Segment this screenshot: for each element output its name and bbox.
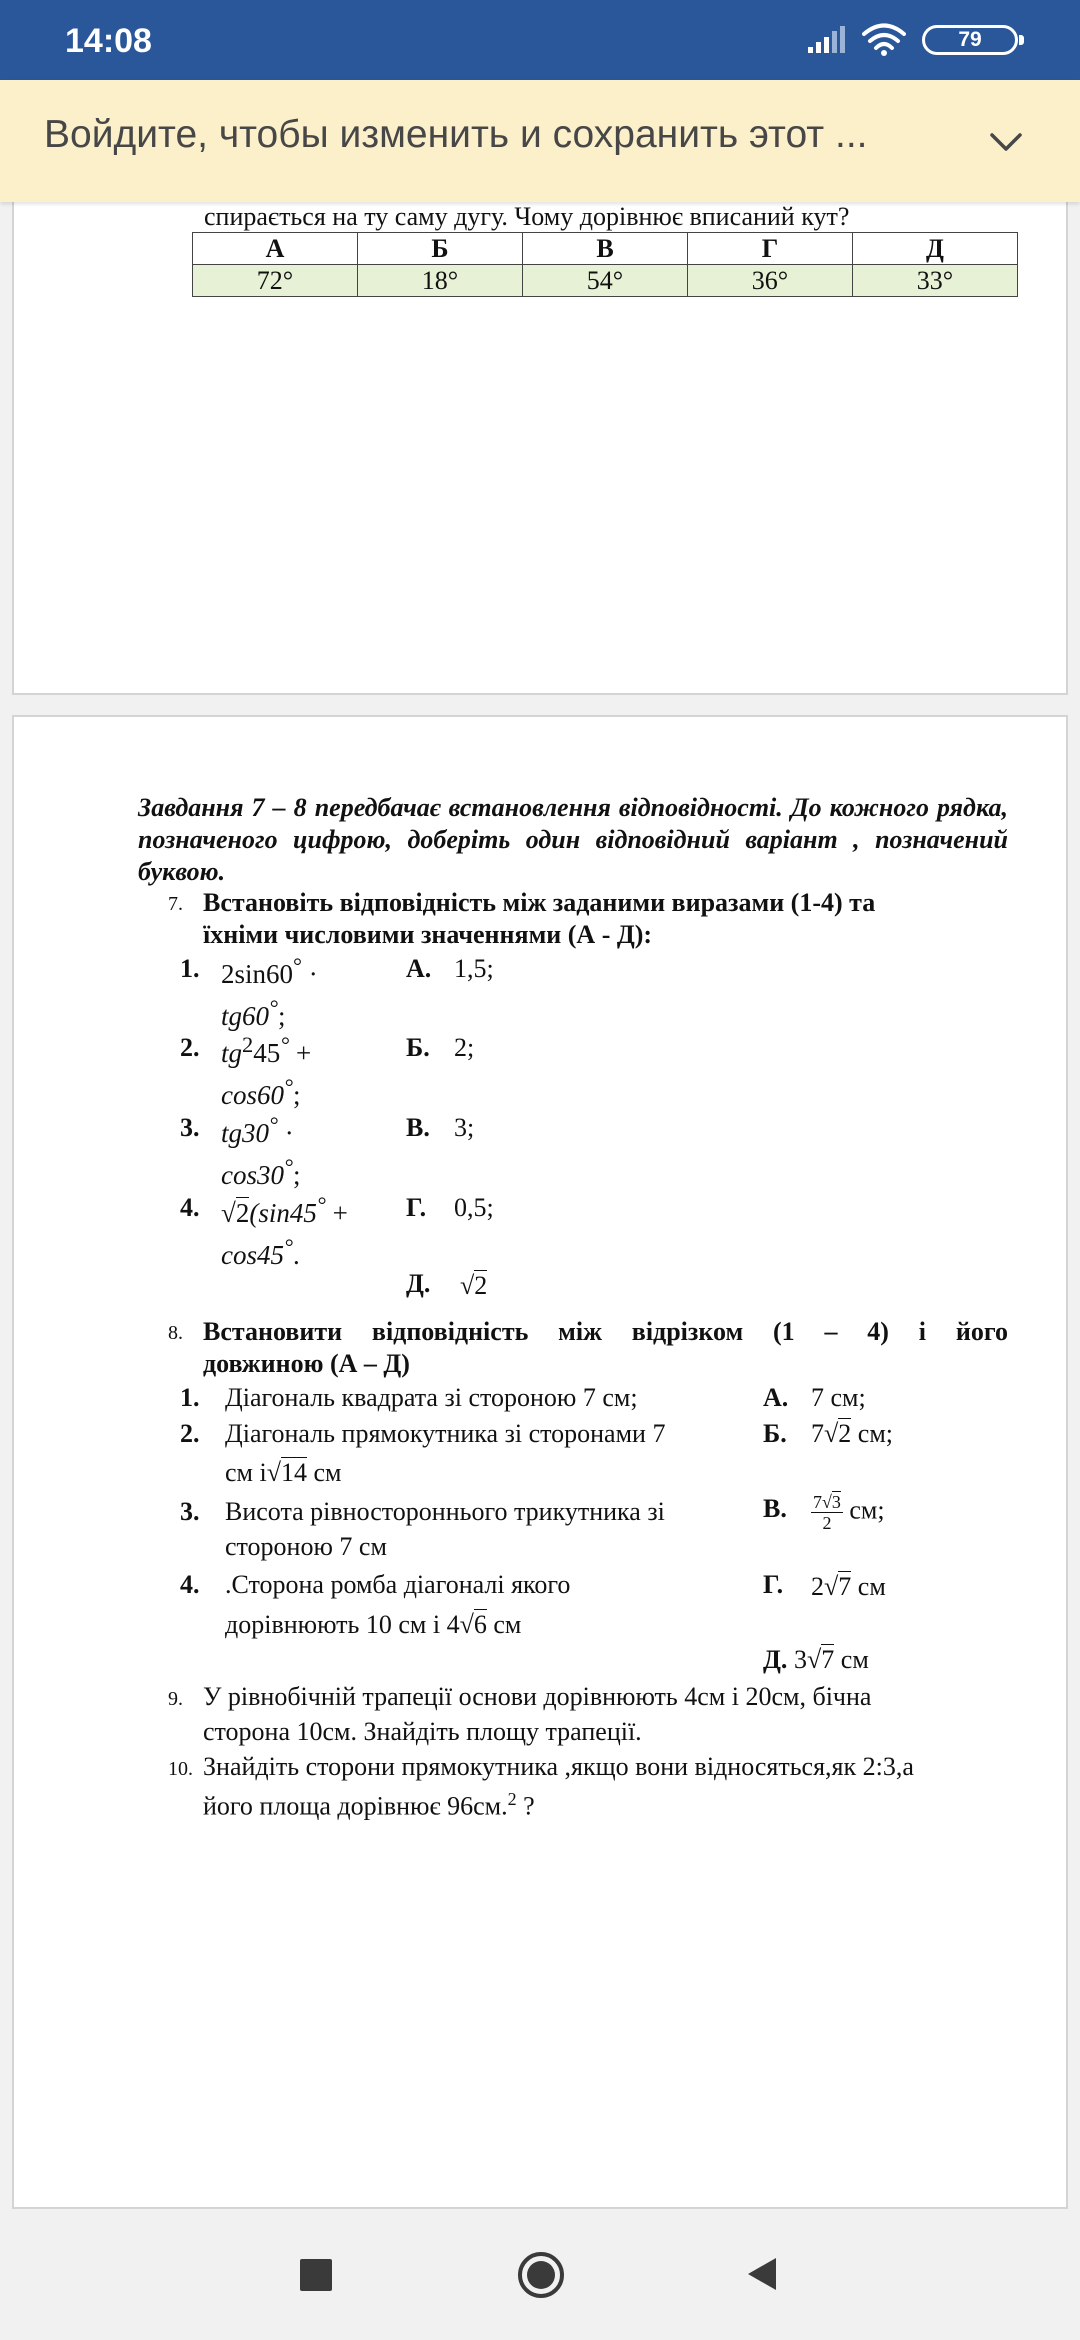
document-page-2 — [12, 715, 1068, 2209]
question-8-line-2: довжиною (А – Д) — [203, 1349, 410, 1378]
segment-3-line-1: Висота рівностороннього трикутника зі — [225, 1497, 665, 1526]
item-number: 3. — [180, 1113, 200, 1142]
expression-2-line-2: cos60°; — [221, 1074, 301, 1110]
navigation-bar — [0, 2214, 1080, 2340]
question-number: 10. — [168, 1758, 193, 1780]
question-10-line-2: його площа дорівнює 96см.$^2$ ? — [203, 1789, 535, 1821]
question-number: 7. — [168, 893, 183, 915]
question-7-line-1: Встановіть відповідність між заданими виразами (1-4) та — [203, 888, 876, 917]
item-number: 3. — [180, 1497, 200, 1526]
table-value-cell: 36° — [688, 265, 853, 297]
question-number: 8. — [168, 1322, 183, 1344]
status-icons — [806, 20, 1018, 60]
item-number: 4. — [180, 1570, 200, 1599]
status-time: 14:08 — [65, 22, 152, 60]
answer-value: 3; — [454, 1113, 475, 1142]
item-number: 2. — [180, 1419, 200, 1448]
answer-table-value-row — [193, 265, 1018, 297]
answer-letter: Б. — [763, 1419, 787, 1448]
recent-apps-icon[interactable] — [300, 2259, 332, 2291]
chevron-down-icon[interactable] — [984, 120, 1028, 164]
battery-level: 79 — [958, 28, 982, 51]
table-header-cell: В — [523, 233, 688, 265]
table-header-cell: А — [193, 233, 358, 265]
segment-2-line-2: см і√14 см — [225, 1458, 342, 1487]
answer-table-header-row — [193, 233, 1018, 265]
expression-3-line-2: cos30°; — [221, 1154, 301, 1190]
segment-2-line-1: Діагональ прямокутника зі сторонами 7 — [225, 1419, 666, 1448]
answer-letter: Г. — [763, 1570, 784, 1599]
answer-value: 2√7 см — [811, 1572, 886, 1601]
table-value-cell: 72° — [193, 265, 358, 297]
segment-3-line-2: стороною 7 см — [225, 1532, 387, 1561]
question-9-line-2: сторона 10см. Знайдіть площу трапеції. — [203, 1717, 642, 1746]
item-number: 1. — [180, 1383, 200, 1412]
answer-value: 3√7 см — [794, 1645, 869, 1674]
table-header-cell: Б — [358, 233, 523, 265]
document-page-1 — [12, 150, 1068, 695]
answer-letter: А. — [763, 1383, 789, 1412]
table-value-cell: 54° — [523, 265, 688, 297]
answer-letter: В. — [763, 1494, 787, 1523]
answer-letter: Б. — [406, 1033, 430, 1062]
table-header-cell: Д — [853, 233, 1018, 265]
answer-letter: В. — [406, 1113, 430, 1142]
answer-letter: Г. — [406, 1193, 427, 1222]
question-8-line-1: Встановити відповідність між відрізком (1 – 4) і його — [203, 1317, 1008, 1346]
item-number: 1. — [180, 954, 200, 983]
item-number: 4. — [180, 1193, 200, 1222]
answer-value: 7 см; — [811, 1383, 866, 1412]
status-bar — [0, 0, 1080, 80]
answer-value: 2; — [454, 1033, 475, 1062]
answer-table — [192, 232, 1018, 297]
item-number: 2. — [180, 1033, 200, 1062]
answer-value: 0,5; — [454, 1193, 494, 1222]
battery-icon — [922, 25, 1018, 55]
answer-letter: А. — [406, 954, 432, 983]
table-value-cell: 18° — [358, 265, 523, 297]
question-text-tail: спирається на ту саму дугу. Чому дорівнює вписаний кут? — [204, 202, 850, 231]
tasks-intro: Завдання 7 – 8 передбачає встановлення відповідності. До кожного рядка, позначеного цифрою, доберіть один відповідний варіант , позначений буквою. — [138, 793, 1008, 886]
segment-4-line-1: .Сторона ромба діагоналі якого — [225, 1570, 571, 1599]
fraction: $\frac{7√3}{2}$ — [813, 1492, 841, 1533]
expression-1-line-2: tg60°; — [221, 995, 286, 1031]
expression-3-line-1: tg30° · — [221, 1112, 294, 1148]
back-icon[interactable] — [742, 2254, 782, 2294]
question-9-line-1: У рівнобічній трапеції основи дорівнюють 4см і 20см, бічна — [203, 1682, 872, 1711]
expression-1-line-1: 2sin60° · — [221, 953, 318, 989]
answer-value: $\frac{7√3}{2}$ см; — [813, 1492, 885, 1533]
answer-value: 1,5; — [454, 954, 494, 983]
expression-4-line-2: cos45°. — [221, 1234, 300, 1270]
table-value-cell: 33° — [853, 265, 1018, 297]
wifi-icon — [862, 23, 906, 57]
segment-4-line-2: дорівнюють 10 см і 4√6 см — [225, 1610, 522, 1639]
signal-icon — [806, 25, 846, 55]
answer-value: √2 — [460, 1271, 488, 1300]
question-number: 9. — [168, 1688, 183, 1710]
home-icon[interactable] — [516, 2250, 566, 2300]
segment-1-text: Діагональ квадрата зі стороною 7 см; — [225, 1383, 638, 1412]
expression-4-line-1: √2(sin45° + — [221, 1192, 348, 1228]
banner-text: Войдите, чтобы изменить и сохранить этот ... — [44, 113, 868, 156]
sign-in-banner[interactable] — [0, 80, 1080, 202]
answer-letter: Д. — [406, 1269, 431, 1298]
question-10-line-1: Знайдіть сторони прямокутника ,якщо вони відносяться,як 2:3,а — [203, 1752, 914, 1781]
table-header-cell: Г — [688, 233, 853, 265]
answer-letter: Д. — [763, 1645, 788, 1674]
expression-2-line-1: $tg^245^\circ$ + — [221, 1032, 312, 1068]
question-7-line-2: їхніми числовими значеннями (А - Д): — [203, 920, 653, 949]
answer-value: 7√2 см; — [811, 1419, 893, 1448]
